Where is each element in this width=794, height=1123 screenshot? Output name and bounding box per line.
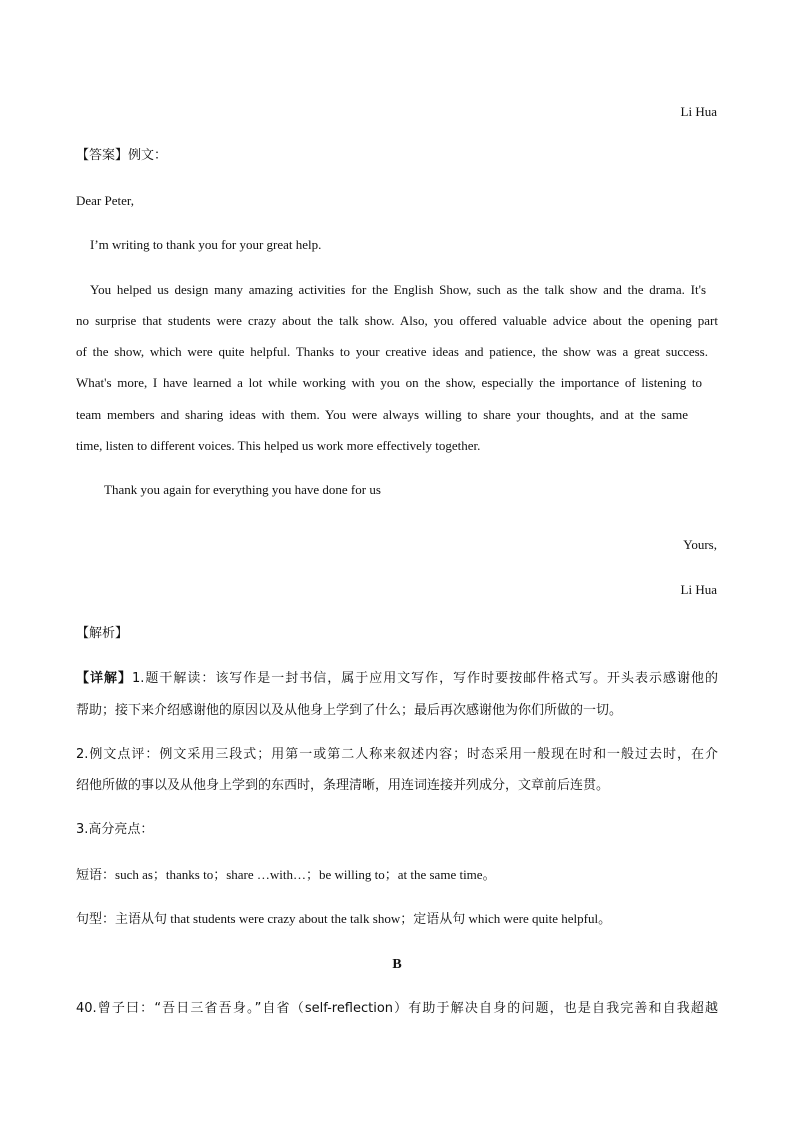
paragraph-2-line: time, listen to different voices. This helped us work more effectively together. — [76, 438, 481, 453]
detail-line — [76, 671, 718, 687]
detail-text: 1.题干解读：该写作是一封书信，属于应用文写作，写作时要按邮件格式写。开头表示感谢他的 — [131, 671, 718, 686]
paragraph-2-line: no surprise that students were crazy about the talk show. Also, you offered valuable advice about the opening part — [76, 313, 718, 328]
paragraph-2-line: You helped us design many amazing activities for the English Show, such as the talk show and the drama. It's — [90, 282, 706, 297]
detail-label: 【详解】 — [76, 671, 132, 686]
paragraph-1: I’m writing to thank you for your great help. — [90, 237, 322, 252]
paragraph-3: Thank you again for everything you have done for us — [104, 482, 381, 497]
sentences-line — [76, 911, 611, 928]
highlight-title: 3.高分亮点： — [76, 822, 154, 837]
comment-line: 绍他所做的事以及从他身上学到的东西时，条理清晰，用连词连接并列成分，文章前后连贯。 — [76, 778, 610, 793]
sentences-label: 句型： — [76, 912, 116, 927]
question-40: 40.曾子曰：“吾日三省吾身。”自省（self-reflection）有助于解决自身的问题，也是自我完善和自我超越 — [76, 1001, 718, 1016]
comment-line: 2.例文点评：例文采用三段式；用第一或第二人称来叙述内容；时态采用一般现在时和一般过去时，在介 — [76, 747, 718, 762]
sentences-text: 主语从句 that students were crazy about the talk show；定语从句 which were quite helpful。 — [115, 911, 612, 926]
detail-line: 帮助；接下来介绍感谢他的原因以及从他身上学到了什么；最后再次感谢他为你们所做的一切。 — [76, 703, 623, 718]
answer-heading — [76, 148, 167, 164]
phrases-text: such as；thanks to；share …with…；be willing to；at the same time。 — [115, 867, 496, 882]
paragraph-2-line: What's more, I have learned a lot while working with you on the show, especially the importance of listening to — [76, 375, 702, 390]
answer-label: 【答案】 — [76, 148, 129, 163]
phrases-line — [76, 867, 496, 884]
answer-intro: 例文： — [128, 148, 168, 163]
signature-top: Li Hua — [680, 104, 717, 119]
phrases-label: 短语： — [76, 868, 116, 883]
paragraph-2-line: team members and sharing ideas with them. You were always willing to share your thoughts, and at the same — [76, 407, 688, 422]
section-b-heading: B — [392, 957, 402, 972]
salutation: Dear Peter, — [76, 193, 134, 208]
closing: Yours, — [683, 537, 717, 552]
analysis-heading: 【解析】 — [76, 626, 129, 641]
paragraph-2-line: of the show, which were quite helpful. Thanks to your creative ideas and patience, the show was a great success. — [76, 344, 708, 359]
signature-bottom: Li Hua — [680, 582, 717, 597]
